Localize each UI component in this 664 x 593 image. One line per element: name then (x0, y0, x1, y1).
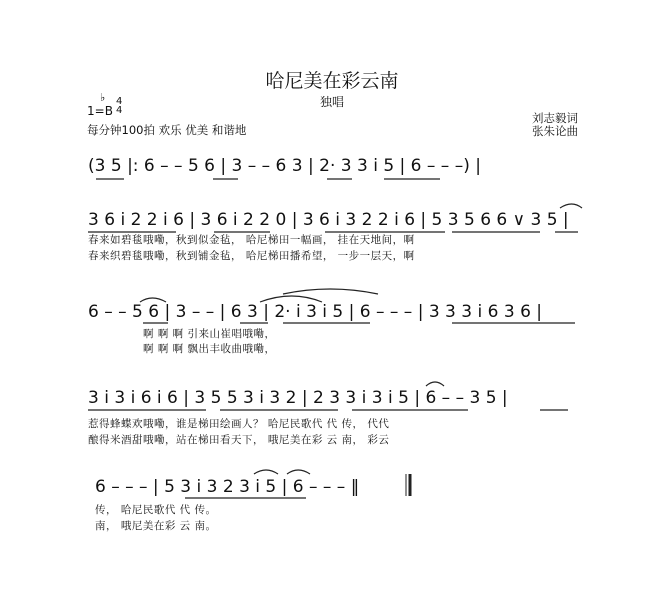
lyrics-line-4a: 惹得蜂蝶欢哦嘞，谁是梯田绘画人？ 哈尼民歌代 代 传， 代代 (88, 418, 390, 430)
song-title: 哈尼美在彩云南 (265, 70, 399, 92)
flat-sign: ♭ (100, 91, 106, 104)
slur (426, 382, 444, 386)
slur (287, 470, 310, 474)
lyrics-line-3b: 啊 啊 啊 飘出丰收曲哦嘞， (143, 343, 276, 355)
lyrics-line-2b: 春来织碧毯哦嘞，秋到铺金毡， 哈尼梯田播希望， 一步一层天，啊 (88, 250, 415, 262)
notes-line-3: 6 – – 5 6 | 3 – – | 6 3 | 2· i 3 i 5 | 6 – – – | 3 3 3 i 6 3 6 | (88, 302, 543, 322)
slur (260, 296, 322, 302)
lyrics-line-5a: 传， 哈尼民歌代 代 传。 (95, 504, 217, 516)
lyrics-line-3a: 啊 啊 啊 引来山崔唱哦嘞， (143, 328, 276, 340)
slur (254, 470, 278, 474)
slur (283, 289, 378, 294)
notes-line-2: 3 6 i 2 2 i 6 | 3 6 i 2 2 0 | 3 6 i 3 2 2 i 6 | 5 3 5 6 6 ∨ 3 5 | (88, 210, 569, 230)
slur (560, 204, 582, 208)
tempo-marking: 每分钟100拍 欢乐 优美 和谐地 (87, 123, 247, 137)
lyricist-credit: 刘志毅词 (532, 111, 578, 125)
key-signature: 1=B (87, 104, 113, 118)
slur (140, 298, 166, 302)
time-top: 4 (116, 96, 123, 107)
notes-line-1: (3 5 |: 6 – – 5 6 | 3 – – 6 3 | 2· 3 3 i 5 | 6 – – –) | (88, 156, 481, 176)
notes-line-5: 6 – – – | 5 3 i 3 2 3 i 5 | 6 – – – ‖ (95, 477, 360, 497)
time-bottom: 4 (116, 105, 123, 116)
notes-line-4: 3 i 3 i 6 i 6 | 3 5 5 3 i 3 2 | 2 3 3 i 3 i 5 | 6 – – 3 5 | (88, 388, 508, 408)
lyrics-line-4b: 酿得米酒甜哦嘞，站在梯田看天下， 哦尼美在彩 云 南， 彩云 (88, 434, 390, 446)
lyrics-line-2a: 春来如碧毯哦嘞，秋到似金毡， 哈尼梯田一幅画， 挂在天地间，啊 (88, 234, 415, 246)
song-subtitle: 独唱 (319, 95, 344, 109)
lyrics-line-5b: 南， 哦尼美在彩 云 南。 (95, 520, 217, 532)
composer-credit: 张朱论曲 (532, 124, 578, 138)
